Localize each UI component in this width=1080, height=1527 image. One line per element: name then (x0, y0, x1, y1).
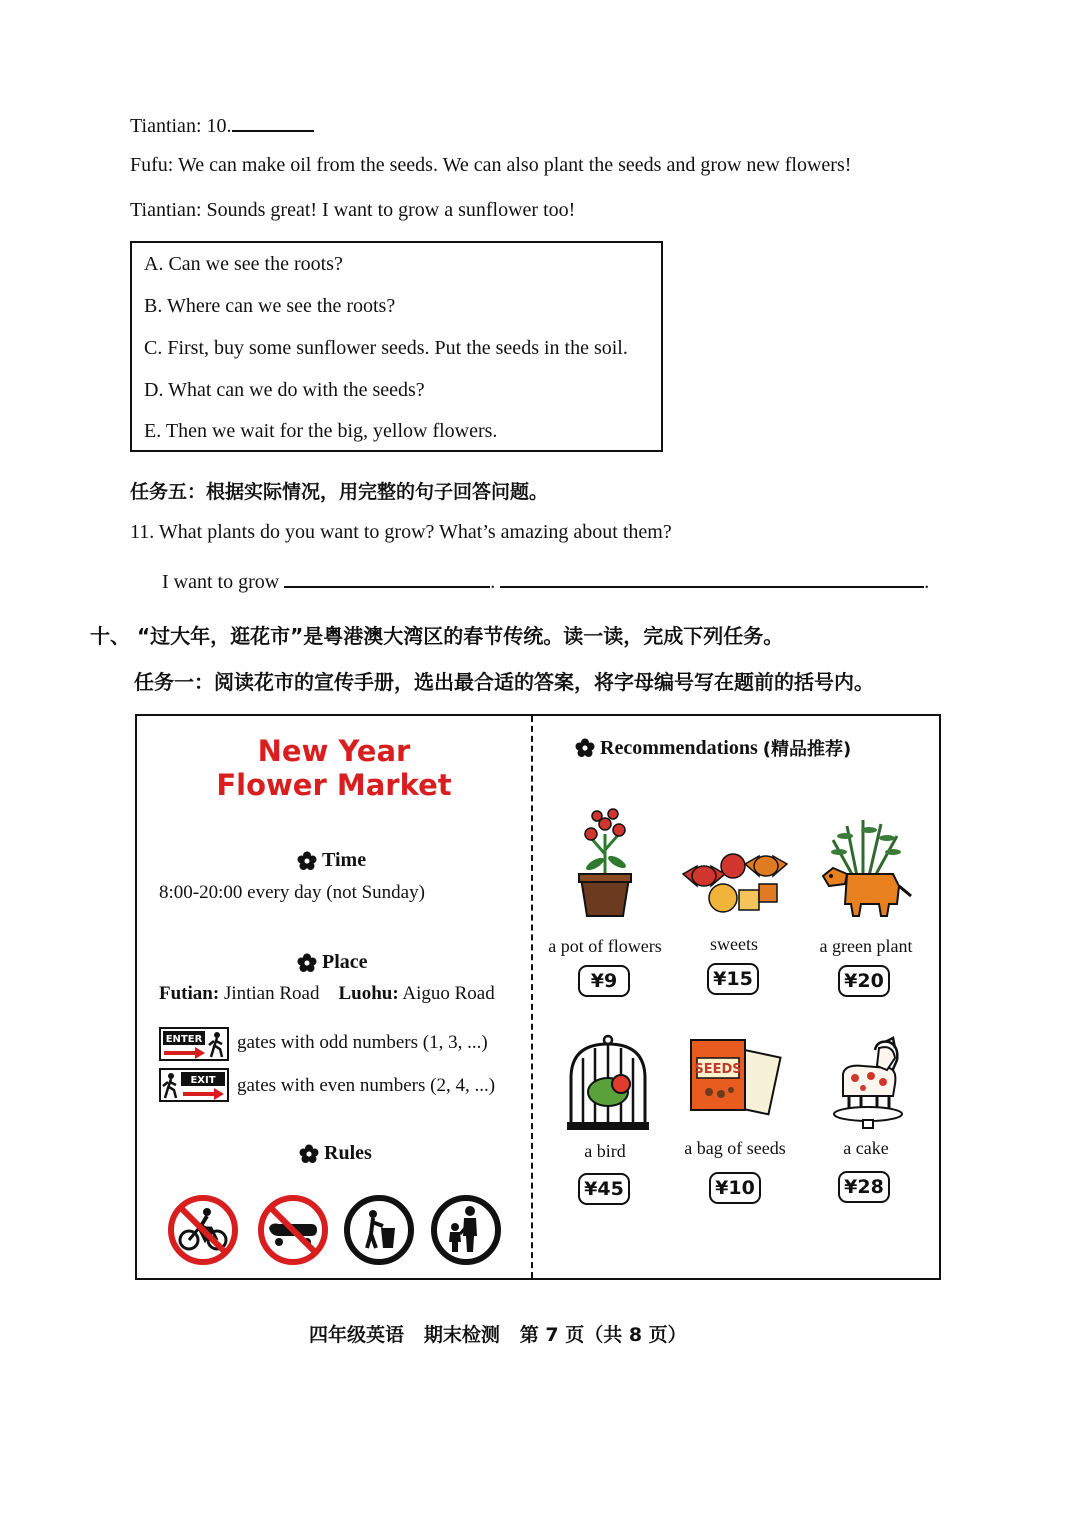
futian-label: Futian: (159, 983, 220, 1004)
speaker-name: Fufu: (130, 154, 174, 176)
task5-question: 11. What plants do you want to grow? What’s amazing about them? (130, 521, 672, 543)
rules-heading (299, 1142, 372, 1165)
time-label: Time (322, 849, 367, 871)
flyer-divider (531, 716, 533, 1278)
horse-planter-icon (817, 816, 917, 926)
price-tag: ¥9 (578, 965, 630, 997)
enter-sign-text: ENTER (165, 1034, 203, 1045)
dialogue-line-1 (130, 112, 314, 138)
price-tag: ¥28 (838, 1171, 890, 1203)
exit-gates-text: gates with even numbers (2, 4, ...) (237, 1075, 496, 1096)
reason-answer-blank[interactable] (500, 568, 924, 588)
task5-heading: 任务五：根据实际情况，用完整的句子回答问题。 (130, 481, 549, 503)
item-name: a bag of seeds (684, 1138, 786, 1158)
item-name: a bird (584, 1141, 626, 1161)
dialogue-text: Sounds great! I want to grow a sunflower too! (206, 199, 576, 221)
adult-with-child-icon (430, 1194, 502, 1266)
option-d: D. What can we do with the seeds? (144, 379, 425, 401)
footer-page: 第 7 页（共 8 页） (519, 1324, 687, 1346)
footer-exam: 期末检测 (423, 1324, 500, 1346)
rules-label: Rules (324, 1142, 372, 1164)
price-tag: ¥15 (707, 963, 759, 995)
item-name: a cake (843, 1138, 889, 1158)
recommendations-cn: (精品推荐) (762, 739, 852, 760)
price-tag: ¥10 (709, 1172, 761, 1204)
footer-grade: 四年级英语 (309, 1324, 405, 1346)
flower-bullet-icon (297, 851, 317, 871)
place-label: Place (322, 951, 368, 973)
item-name: a green plant (819, 936, 913, 956)
time-text: 8:00-20:00 every day (not Sunday) (159, 882, 425, 903)
dialogue-text: We can make oil from the seeds. We can also plant the seeds and grow new flowers! (177, 154, 852, 176)
market-title-line1: New Year (257, 734, 411, 768)
task5-answer-line (162, 568, 929, 594)
item-name: a pot of flowers (548, 936, 662, 956)
seed-bag-icon (685, 1036, 785, 1126)
answer-blank[interactable] (232, 112, 314, 132)
answer-prefix: I want to grow (162, 571, 280, 593)
sweets-icon (675, 844, 795, 924)
flower-bullet-icon (297, 953, 317, 973)
exit-sign-text: EXIT (190, 1075, 216, 1086)
potted-flower-icon (565, 804, 645, 924)
flower-bullet-icon (575, 738, 595, 758)
speaker-name: Tiantian: (130, 199, 202, 221)
option-b: B. Where can we see the roots? (144, 295, 396, 317)
no-cycling-icon (167, 1194, 239, 1266)
luohu-road: Aiguo Road (402, 983, 495, 1004)
option-a: A. Can we see the roots? (144, 253, 343, 275)
enter-gates-text: gates with odd numbers (1, 3, ...) (237, 1032, 488, 1053)
item-name: sweets (710, 934, 758, 954)
option-e: E. Then we wait for the big, yellow flowers. (144, 420, 498, 442)
option-c: C. First, buy some sunflower seeds. Put the seeds in the soil. (144, 337, 628, 359)
flower-bullet-icon (299, 1144, 319, 1164)
options-box (130, 241, 663, 452)
recommendations-heading (575, 735, 851, 761)
enter-sign-icon (159, 1027, 229, 1061)
dialogue-text: 10. (206, 115, 232, 137)
market-title-line2: Flower Market (216, 768, 452, 802)
speaker-name: Tiantian: (130, 115, 202, 137)
dialogue-line-3 (130, 199, 575, 222)
no-skateboarding-icon (257, 1194, 329, 1266)
plant-answer-blank[interactable] (284, 568, 490, 588)
section-number: 十、 (90, 624, 130, 648)
time-heading (297, 849, 366, 872)
answer-separator: . (490, 571, 496, 593)
futian-road: Jintian Road (223, 983, 320, 1004)
flower-market-flyer (135, 714, 941, 1280)
place-text (159, 983, 495, 1005)
task1-heading: 任务一：阅读花市的宣传手册，选出最合适的答案，将字母编号写在题前的括号内。 (134, 670, 874, 694)
horse-cake-icon (823, 1034, 913, 1134)
luohu-label: Luohu: (338, 983, 399, 1004)
section-intro-text: “过大年，逛花市”是粤港澳大湾区的春节传统。读一读，完成下列任务。 (136, 624, 784, 648)
litter-bin-icon (343, 1194, 415, 1266)
answer-end: . (924, 571, 930, 593)
price-tag: ¥20 (838, 965, 890, 997)
page-footer (309, 1320, 687, 1347)
price-tag: ¥45 (578, 1173, 630, 1205)
dialogue-line-2 (130, 154, 851, 177)
bird-cage-icon (563, 1034, 653, 1134)
seed-bag-text: SEEDS (694, 1062, 742, 1077)
place-heading (297, 951, 368, 974)
recommendations-label: Recommendations (600, 736, 758, 759)
exit-sign-icon (159, 1068, 229, 1102)
section-10-intro (90, 620, 783, 649)
